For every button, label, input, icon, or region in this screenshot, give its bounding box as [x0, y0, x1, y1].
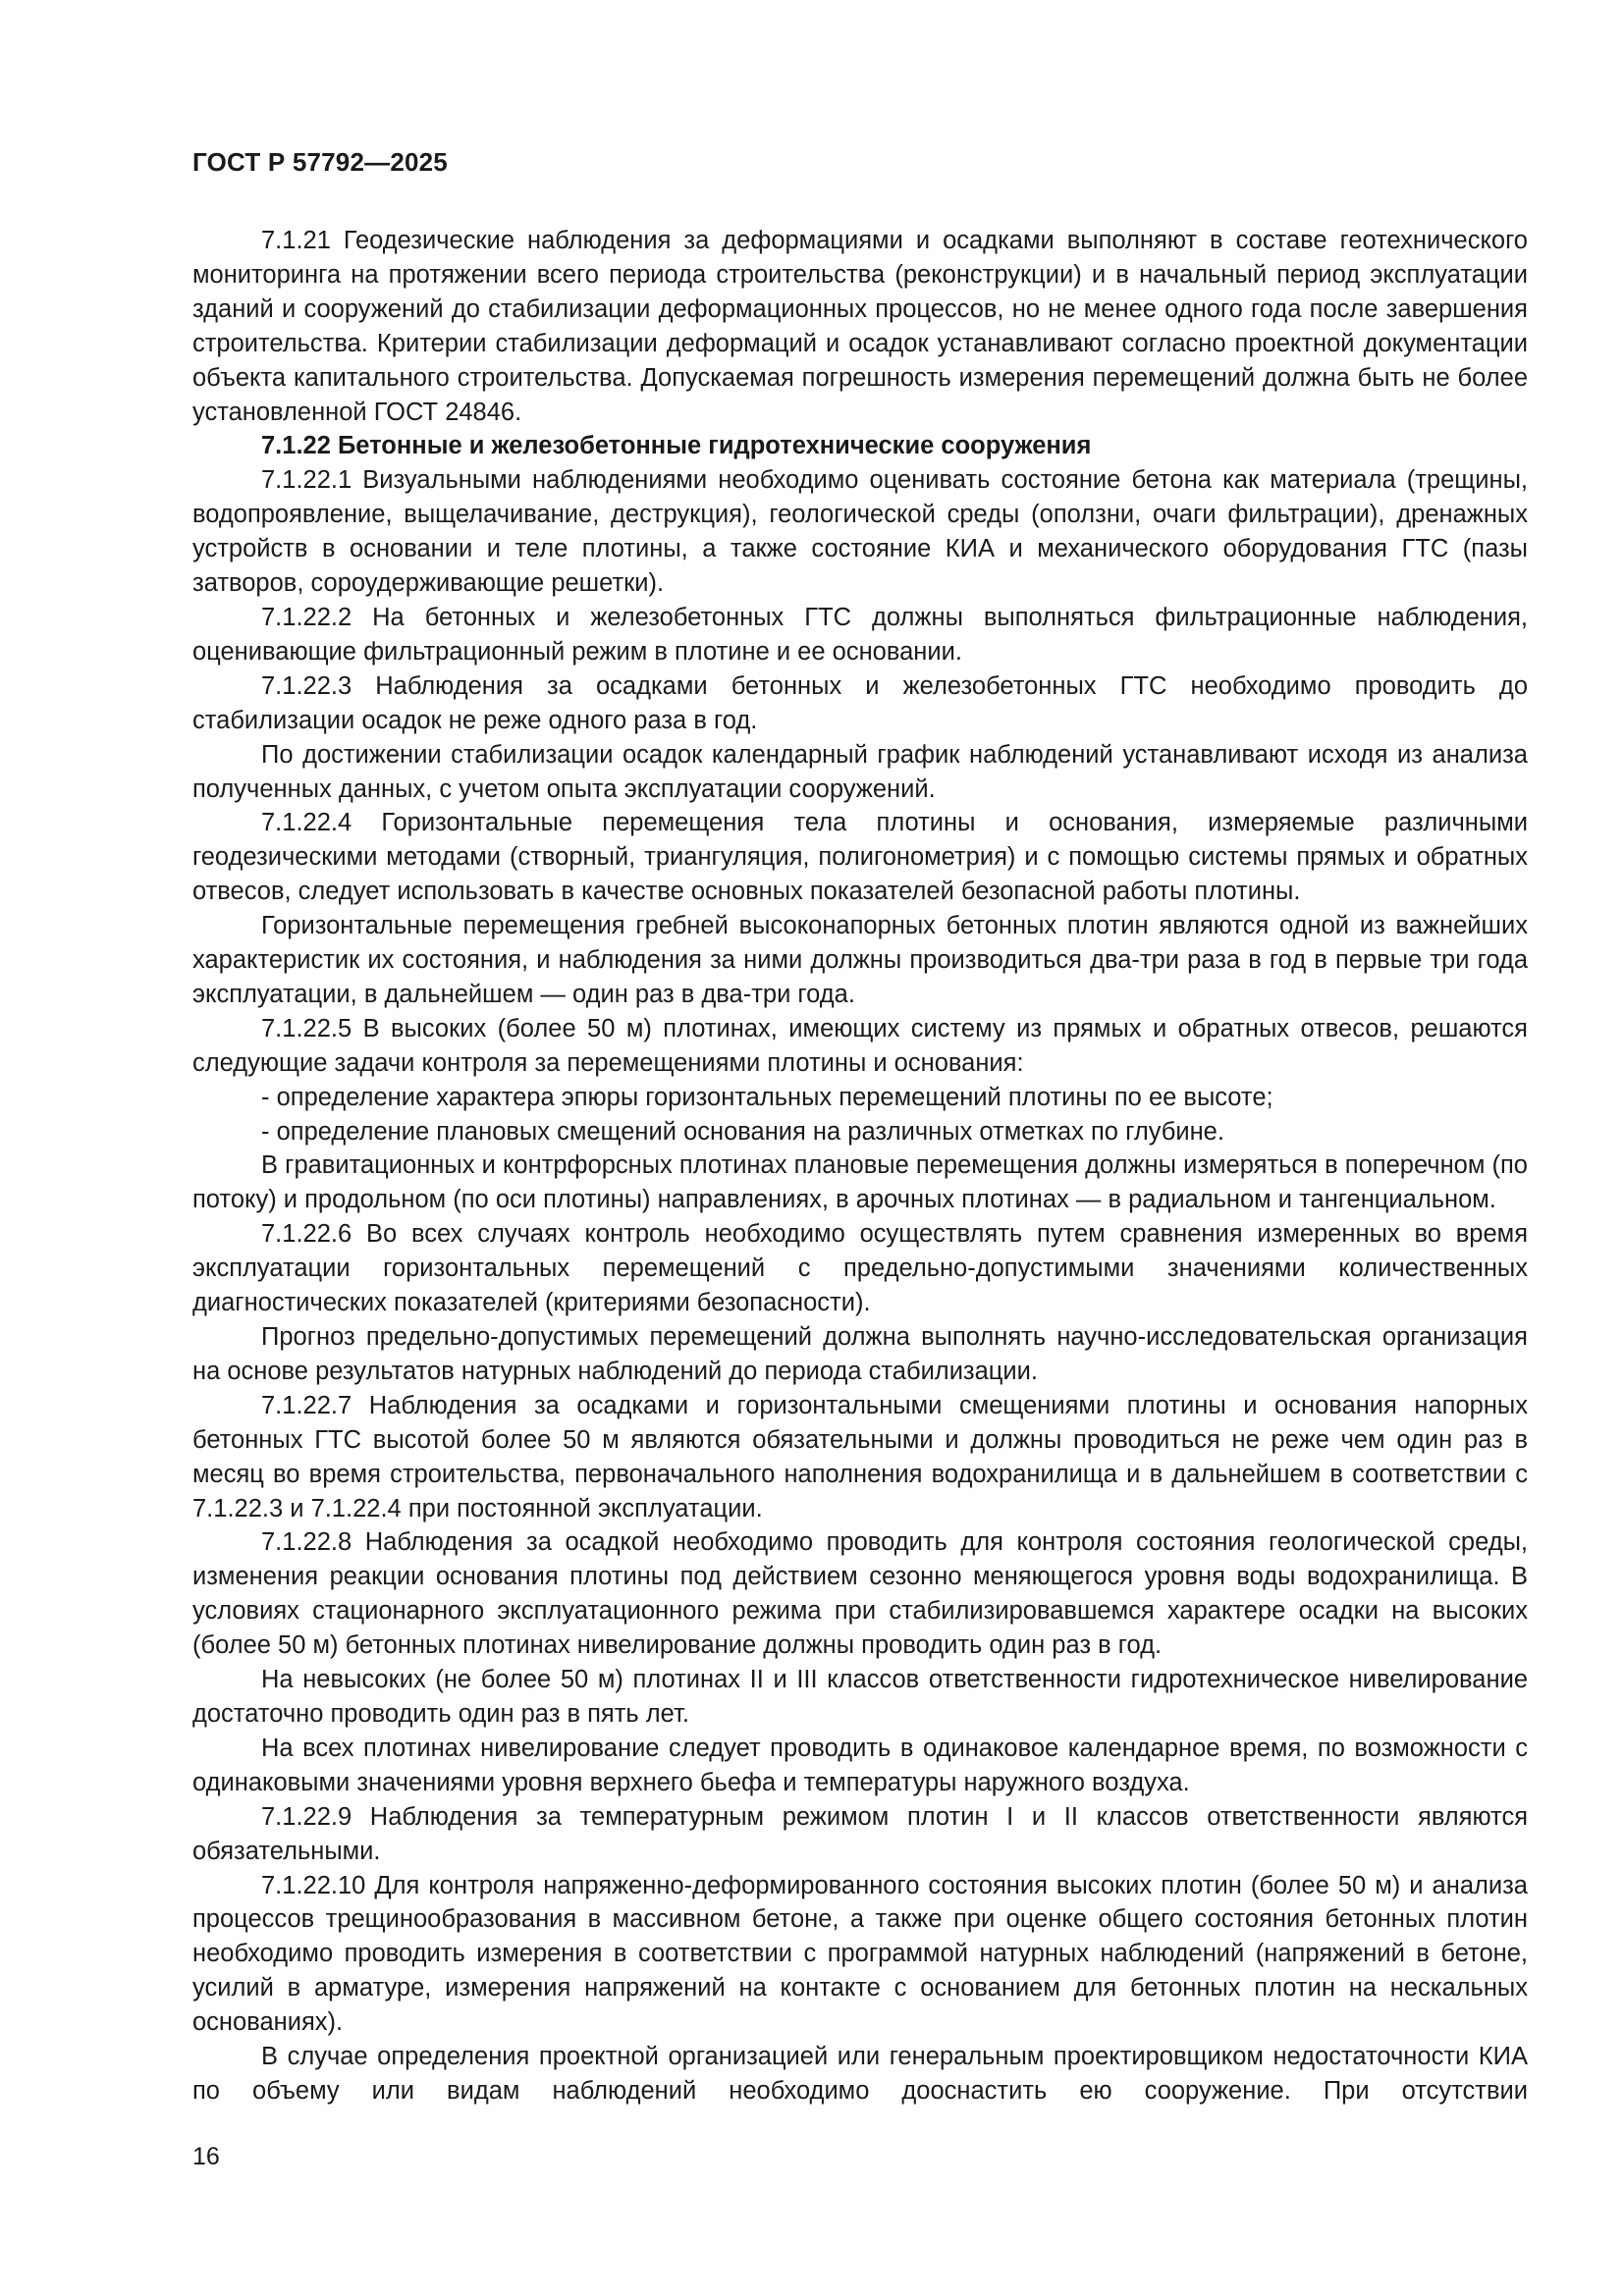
- page-number: 16: [192, 2143, 220, 2170]
- paragraph-7-1-22-4: 7.1.22.4 Горизонтальные перемещения тела плотины и основания, измеряемые различными геодезическими методами (створный, триангуляция, полигонометрия) и с помощью системы прямых и обратных отвесов, следует использовать в качестве основных показателей безопасной работы плотины.: [192, 809, 1528, 906]
- paragraph-7-1-22-10: 7.1.22.10 Для контроля напряженно-деформированного состояния высоких плотин (более 50 м) и анализа процессов трещинообразования в массивном бетоне, а также при оценке общего состояния бетонных плотин необходимо проводить измерения в соответствии с программой натурных наблюдений (напряжений в бетоне, усилий в арматуре, измерения напряжений на контакте с основанием для бетонных плотин на нескальных основаниях).: [192, 1871, 1528, 2037]
- document-body: [192, 224, 1528, 2109]
- paragraph-kia-insufficiency: В случае определения проектной организацией или генеральным проектировщиком недостаточности КИА по объему или видам наблюдений необходимо дооснастить ею сооружение. При отсутствии: [192, 2043, 1528, 2105]
- document-standard-title: ГОСТ Р 57792—2025: [192, 147, 448, 177]
- section-heading-7-1-22: 7.1.22 Бетонные и железобетонные гидротехнические сооружения: [261, 432, 1092, 460]
- paragraph-7-1-22-9: 7.1.22.9 Наблюдения за температурным режимом плотин I и II классов ответственности являются обязательными.: [192, 1802, 1528, 1865]
- paragraph-7-1-22-5: 7.1.22.5 В высоких (более 50 м) плотинах, имеющих систему из прямых и обратных отвесов, решаются следующие задачи контроля за перемещениями плотины и основания:: [192, 1014, 1528, 1077]
- paragraph-gravity-dams: В гравитационных и контрфорсных плотинах плановые перемещения должны измеряться в поперечном (по потоку) и продольном (по оси плотины) направлениях, в арочных плотинах — в радиальном и тангенциальном.: [192, 1151, 1528, 1214]
- paragraph-7-1-22-6: 7.1.22.6 Во всех случаях контроль необходимо осуществлять путем сравнения измеренных во время эксплуатации горизонтальных перемещений с предельно-допустимыми значениями количественных диагностических показателей (критериями безопасности).: [192, 1220, 1528, 1317]
- list-item-foundation-shifts: - определение плановых смещений основания на различных отметках по глубине.: [261, 1117, 1224, 1146]
- paragraph-7-1-21: 7.1.21 Геодезические наблюдения за деформациями и осадками выполняют в составе геотехнического мониторинга на протяжении всего периода строительства (реконструкции) и в начальный период эксплуатации зданий и сооружений до стабилизации деформационных процессов, но не менее одного года после завершения строительства. Критерии стабилизации деформаций и осадок устанавливают согласно проектной документации объекта капитального строительства. Допускаемая погрешность измерения перемещений должна быть не более установленной ГОСТ 24846.: [192, 227, 1528, 426]
- paragraph-7-1-22-2: 7.1.22.2 На бетонных и железобетонных ГТС должны выполняться фильтрационные наблюдения, оценивающие фильтрационный режим в плотине и ее основании.: [192, 603, 1528, 666]
- paragraph-7-1-22-7: 7.1.22.7 Наблюдения за осадками и горизонтальными смещениями плотины и основания напорных бетонных ГТС высотой более 50 м являются обязательными и должны проводиться не реже чем один раз в месяц во время строительства, первоначального наполнения водохранилища и в дальнейшем в соответствии с 7.1.22.3 и 7.1.22.4 при постоянной эксплуатации.: [192, 1391, 1528, 1522]
- paragraph-low-dams-leveling: На невысоких (не более 50 м) плотинах II и III классов ответственности гидротехническое нивелирование достаточно проводить один раз в пять лет.: [192, 1666, 1528, 1728]
- paragraph-crest-displacements: Горизонтальные перемещения гребней высоконапорных бетонных плотин являются одной из важнейших характеристик их состояния, и наблюдения за ними должны производиться два-три раза в год в первые три года эксплуатации, в дальнейшем — один раз в два-три года.: [192, 912, 1528, 1008]
- paragraph-7-1-22-3: 7.1.22.3 Наблюдения за осадками бетонных и железобетонных ГТС необходимо проводить до стабилизации осадок не реже одного раза в год.: [192, 671, 1528, 734]
- list-item-displacement-profile: - определение характера эпюры горизонтальных перемещений плотины по ее высоте;: [261, 1083, 1273, 1111]
- paragraph-7-1-22-8: 7.1.22.8 Наблюдения за осадкой необходимо проводить для контроля состояния геологической среды, изменения реакции основания плотины под действием сезонно меняющегося уровня воды водохранилища. В условиях стационарного эксплуатационного режима при стабилизировавшемся характере осадки на высоких (более 50 м) бетонных плотинах нивелирование должны проводить один раз в год.: [192, 1528, 1528, 1660]
- paragraph-leveling-timing: На всех плотинах нивелирование следует проводить в одинаковое календарное время, по возможности с одинаковыми значениями уровня верхнего бьефа и температуры наружного воздуха.: [192, 1734, 1528, 1796]
- paragraph-displacement-forecast: Прогноз предельно-допустимых перемещений должна выполнять научно-исследовательская организация на основе результатов натурных наблюдений до периода стабилизации.: [192, 1323, 1528, 1385]
- paragraph-stabilization-schedule: По достижении стабилизации осадок календарный график наблюдений устанавливают исходя из анализа полученных данных, с учетом опыта эксплуатации сооружений.: [192, 740, 1528, 803]
- paragraph-7-1-22-1: 7.1.22.1 Визуальными наблюдениями необходимо оценивать состояние бетона как материала (трещины, водопроявление, выщелачивание, деструкция), геологической среды (оползни, очаги фильтрации), дренажных устройств в основании и теле плотины, а также состояние КИА и механического оборудования ГТС (пазы затворов, сороудерживающие решетки).: [192, 466, 1528, 598]
